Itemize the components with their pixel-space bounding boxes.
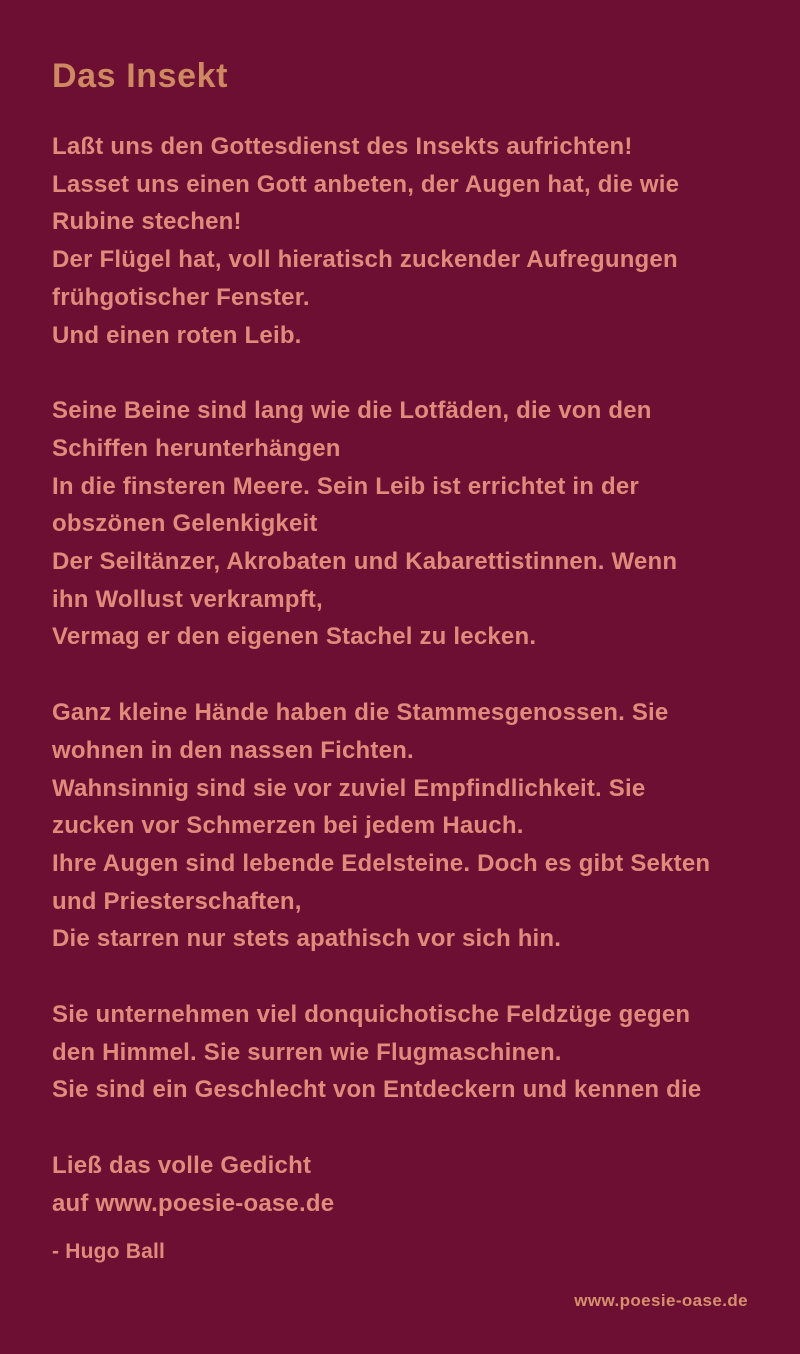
poem-line: zucken vor Schmerzen bei jedem Hauch.: [52, 812, 524, 840]
poem-line: Rubine stechen!: [52, 208, 242, 236]
poem-line: Sie sind ein Geschlecht von Entdeckern und kennen die: [52, 1076, 702, 1104]
poem-line: Die starren nur stets apathisch vor sich hin.: [52, 925, 562, 953]
poem-line: In die finsteren Meere. Sein Leib ist errichtet in der: [52, 472, 639, 500]
poem-line: Ihre Augen sind lebende Edelsteine. Doch es gibt Sekten: [52, 849, 711, 877]
poem-body: [52, 128, 770, 1109]
poem-line: Ganz kleine Hände haben die Stammesgenossen. Sie: [52, 699, 669, 727]
poem-content: [52, 0, 770, 1266]
poem-line: Schiffen herunterhängen: [52, 434, 341, 462]
stanza: [52, 694, 770, 958]
poem-line: den Himmel. Sie surren wie Flugmaschinen.: [52, 1038, 562, 1066]
poem-line: Und einen roten Leib.: [52, 321, 302, 349]
poet-attribution: - Hugo Ball: [52, 1239, 166, 1263]
poem-line: Der Flügel hat, voll hieratisch zuckender Aufregungen: [52, 246, 678, 274]
poem-line: wohnen in den nassen Fichten.: [52, 736, 414, 764]
poem-line: Sie unternehmen viel donquichotische Feldzüge gegen: [52, 1001, 691, 1029]
poem-line: Der Seiltänzer, Akrobaten und Kabarettistinnen. Wenn: [52, 548, 678, 576]
stanza: [52, 392, 770, 656]
cta-block: [52, 1147, 770, 1222]
poem-line: Laßt uns den Gottesdienst des Insekts aufrichten!: [52, 133, 633, 160]
site-watermark: www.poesie-oase.de: [574, 1291, 748, 1310]
poem-line: Lasset uns einen Gott anbeten, der Augen hat, die wie: [52, 170, 680, 198]
poem-line: Wahnsinnig sind sie vor zuviel Empfindlichkeit. Sie: [52, 774, 646, 802]
stanza: [52, 996, 770, 1109]
poem-line: Vermag er den eigenen Stachel zu lecken.: [52, 623, 537, 651]
stanza: [52, 128, 770, 354]
poem-line: frühgotischer Fenster.: [52, 283, 310, 311]
cta-line-1: Ließ das volle Gedicht: [52, 1152, 312, 1180]
poem-line: obszönen Gelenkigkeit: [52, 510, 318, 538]
page-title: Das Insekt: [52, 57, 229, 95]
poem-line: und Priesterschaften,: [52, 887, 302, 915]
poem-line: ihn Wollust verkrampft,: [52, 585, 323, 613]
cta-line-2: auf www.poesie-oase.de: [52, 1189, 335, 1217]
poem-line: Seine Beine sind lang wie die Lotfäden, die von den: [52, 397, 652, 425]
